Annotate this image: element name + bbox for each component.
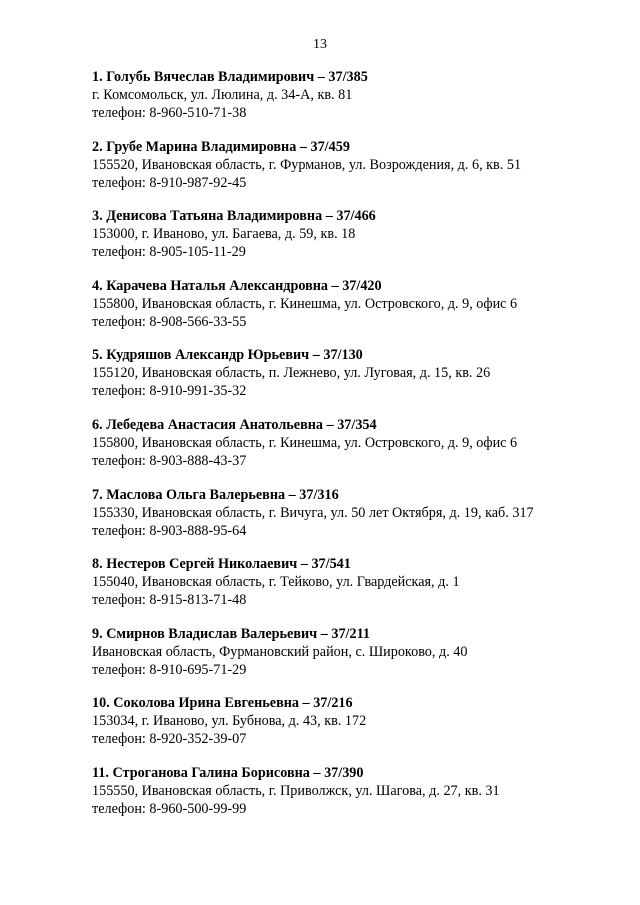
entry-header: 6. Лебедева Анастасия Анатольевна – 37/354 <box>92 416 377 433</box>
entry-address: 155550, Ивановская область, г. Приволжск, ул. Шагова, д. 27, кв. 31 <box>92 782 500 799</box>
entry-address: 155330, Ивановская область, г. Вичуга, ул. 50 лет Октября, д. 19, каб. 317 <box>92 504 534 521</box>
entry-header: 5. Кудряшов Александр Юрьевич – 37/130 <box>92 347 363 364</box>
entry-phone: телефон: 8-903-888-95-64 <box>92 522 247 539</box>
entry-address: 155040, Ивановская область, г. Тейково, ул. Гвардейская, д. 1 <box>92 574 460 591</box>
entry-header: 10. Соколова Ирина Евгеньевна – 37/216 <box>92 695 353 712</box>
entry-address: 155800, Ивановская область, г. Кинешма, ул. Островского, д. 9, офис 6 <box>92 434 518 451</box>
entry-phone: телефон: 8-960-510-71-38 <box>92 105 247 121</box>
entry-header: 7. Маслова Ольга Валерьевна – 37/316 <box>92 486 339 503</box>
entry-address: 153034, г. Иваново, ул. Бубнова, д. 43, кв. 172 <box>92 713 367 730</box>
list-item <box>92 277 622 347</box>
entry-address: Ивановская область, Фурмановский район, с. Широково, д. 40 <box>92 643 468 660</box>
list-item <box>92 346 622 416</box>
entry-phone: телефон: 8-905-105-11-29 <box>92 244 246 261</box>
entry-list <box>92 68 622 834</box>
list-item <box>92 555 622 625</box>
entry-address: 155800, Ивановская область, г. Кинешма, ул. Островского, д. 9, офис 6 <box>92 295 518 312</box>
entry-header: 9. Смирнов Владислав Валерьевич – 37/211 <box>92 625 370 642</box>
entry-phone: телефон: 8-915-813-71-48 <box>92 592 247 609</box>
list-item <box>92 416 622 486</box>
entry-header: 2. Грубе Марина Владимировна – 37/459 <box>92 138 350 155</box>
list-item <box>92 68 622 138</box>
list-item <box>92 207 622 277</box>
entry-address: 155120, Ивановская область, п. Лежнево, ул. Луговая, д. 15, кв. 26 <box>92 365 491 382</box>
list-item <box>92 486 622 556</box>
entry-phone: телефон: 8-960-500-99-99 <box>92 800 247 817</box>
entry-address: г. Комсомольск, ул. Люлина, д. 34-А, кв. 81 <box>92 87 353 103</box>
list-item <box>92 764 622 834</box>
entry-phone: телефон: 8-910-695-71-29 <box>92 661 247 678</box>
entry-phone: телефон: 8-908-566-33-55 <box>92 313 247 330</box>
entry-address: 155520, Ивановская область, г. Фурманов, ул. Возрождения, д. 6, кв. 51 <box>92 156 522 173</box>
entry-header: 3. Денисова Татьяна Владимировна – 37/466 <box>92 208 376 225</box>
list-item <box>92 694 622 764</box>
list-item <box>92 138 622 208</box>
page-number: 13 <box>313 37 327 52</box>
entry-header: 11. Строганова Галина Борисовна – 37/390 <box>92 764 364 781</box>
list-item <box>92 625 622 695</box>
entry-address: 153000, г. Иваново, ул. Багаева, д. 59, кв. 18 <box>92 226 356 243</box>
entry-header: 4. Карачева Наталья Александровна – 37/420 <box>92 277 382 294</box>
entry-phone: телефон: 8-903-888-43-37 <box>92 452 247 469</box>
entry-phone: телефон: 8-910-987-92-45 <box>92 174 247 191</box>
entry-phone: телефон: 8-920-352-39-07 <box>92 731 247 748</box>
entry-header: 8. Нестеров Сергей Николаевич – 37/541 <box>92 556 351 573</box>
entry-header: 1. Голубь Вячеслав Владимирович – 37/385 <box>92 69 368 85</box>
entry-phone: телефон: 8-910-991-35-32 <box>92 383 247 400</box>
